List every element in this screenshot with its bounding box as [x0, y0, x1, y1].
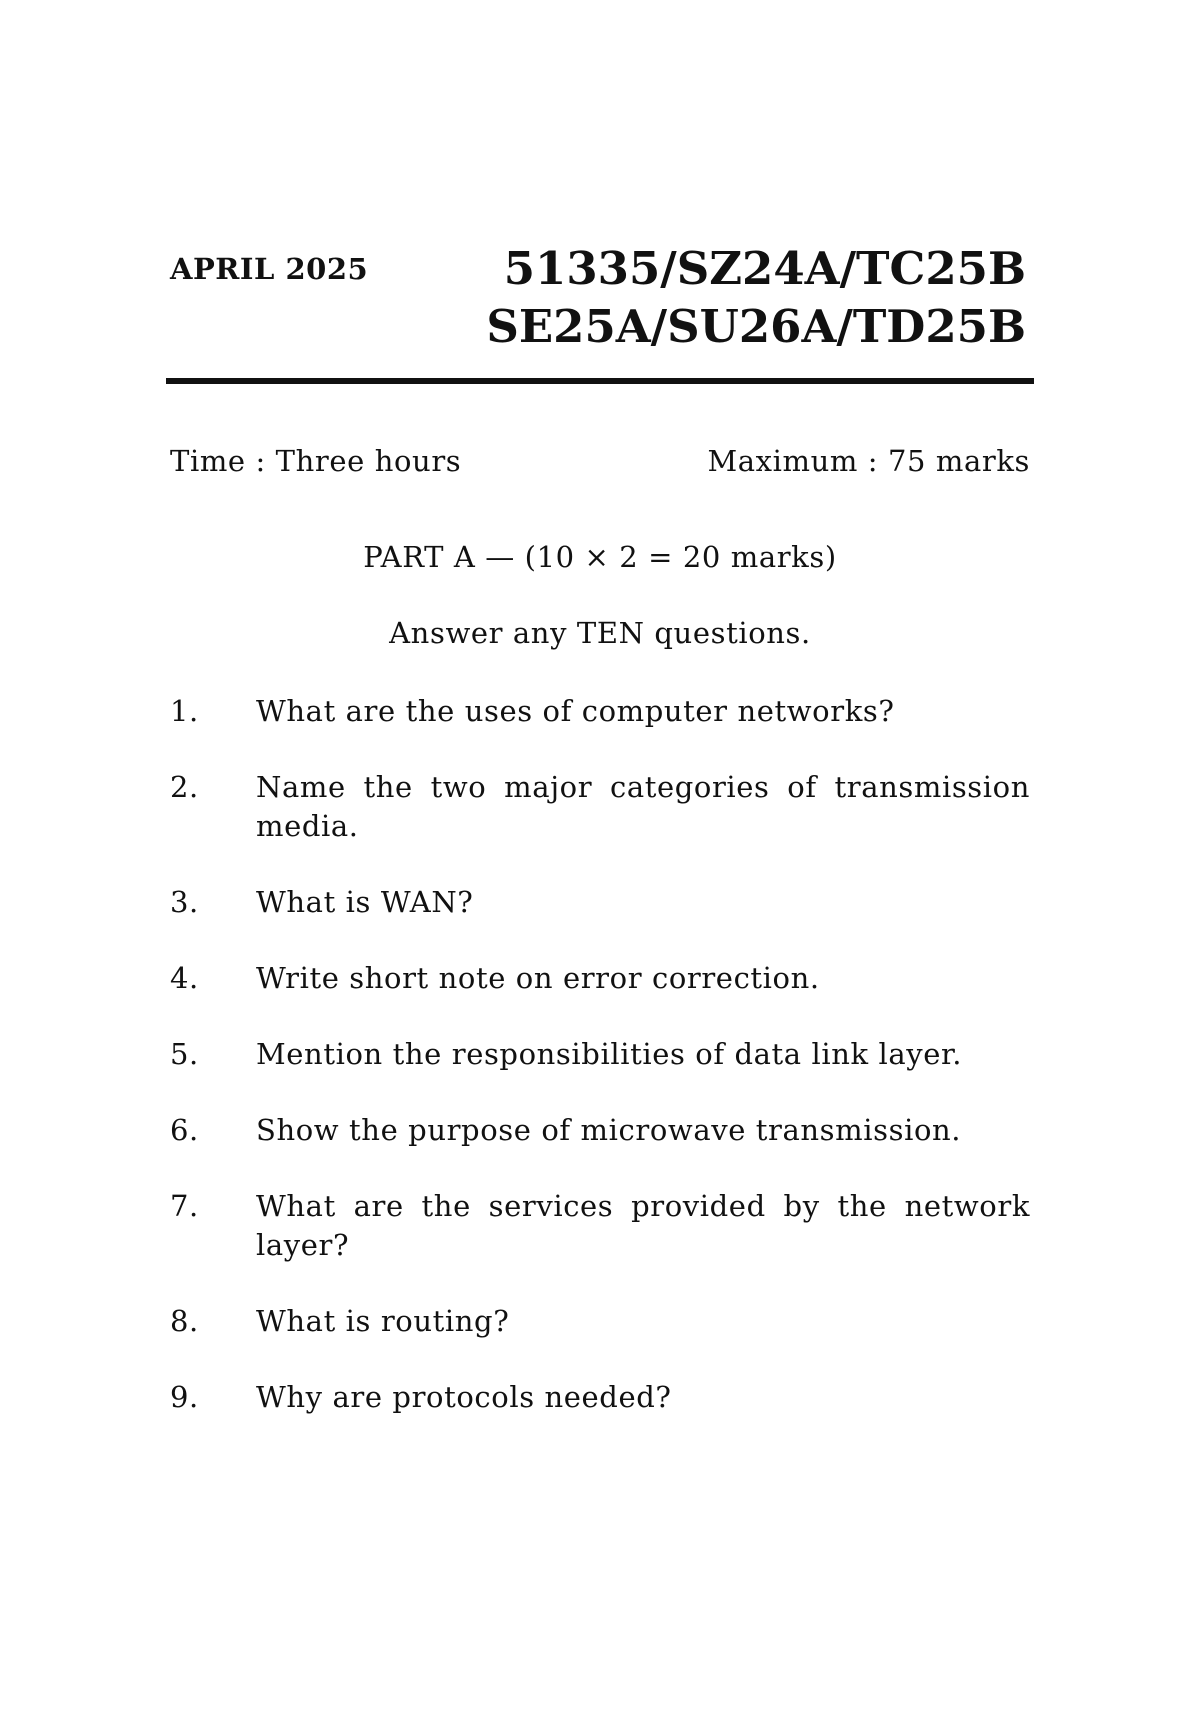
- part-a-heading: PART A — (10 × 2 = 20 marks): [363, 540, 837, 574]
- question-item: [170, 959, 1030, 998]
- exam-meta: [170, 444, 1030, 484]
- question-number: 6.: [170, 1113, 199, 1147]
- question-number: 7.: [170, 1189, 199, 1223]
- question-number: 2.: [170, 770, 199, 804]
- question-number: 8.: [170, 1304, 199, 1338]
- question-item: [170, 1111, 1030, 1150]
- paper-codes: [486, 240, 1026, 356]
- question-item: [170, 768, 1030, 846]
- question-text: What are the services provided by the network layer?: [256, 1189, 1030, 1262]
- question-paper-page: [166, 0, 1034, 1716]
- question-item: [170, 1378, 1030, 1417]
- question-number: 1.: [170, 694, 199, 728]
- question-text: What is routing?: [256, 1304, 510, 1338]
- question-item: [170, 1035, 1030, 1074]
- maximum-marks: Maximum : 75 marks: [707, 444, 1030, 478]
- question-number: 4.: [170, 961, 199, 995]
- question-text: What are the uses of computer networks?: [256, 694, 895, 728]
- question-item: [170, 883, 1030, 922]
- exam-month: APRIL 2025: [170, 252, 369, 286]
- question-text: What is WAN?: [256, 885, 474, 919]
- header-divider: [166, 378, 1034, 384]
- paper-codes-line-1: 51335/SZ24A/TC25B: [503, 242, 1026, 295]
- question-item: [170, 692, 1030, 731]
- question-text: Why are protocols needed?: [256, 1380, 672, 1414]
- question-list: [170, 692, 1030, 1454]
- part-a-instruction: Answer any TEN questions.: [389, 616, 811, 650]
- time-allowed: Time : Three hours: [170, 444, 462, 478]
- paper-codes-line-2: SE25A/SU26A/TD25B: [486, 300, 1026, 353]
- paper-header: [166, 240, 1034, 353]
- question-number: 3.: [170, 885, 199, 919]
- question-text: Write short note on error correction.: [256, 961, 820, 995]
- question-number: 9.: [170, 1380, 199, 1414]
- question-number: 5.: [170, 1037, 199, 1071]
- question-text: Show the purpose of microwave transmission.: [256, 1113, 962, 1147]
- question-text: Mention the responsibilities of data link layer.: [256, 1037, 963, 1071]
- question-item: [170, 1187, 1030, 1265]
- question-text: Name the two major categories of transmission media.: [256, 770, 1030, 843]
- question-item: [170, 1302, 1030, 1341]
